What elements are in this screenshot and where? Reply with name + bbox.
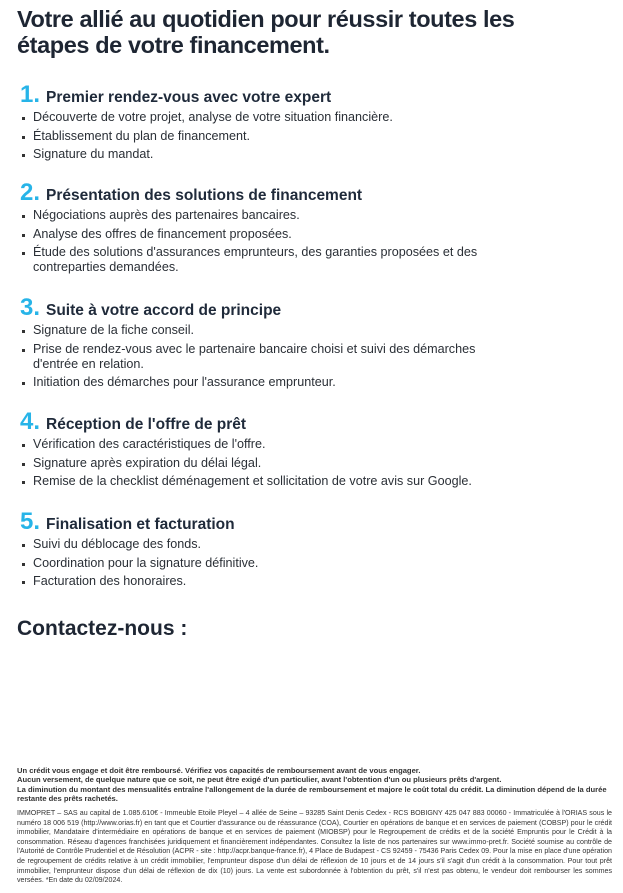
- step-2: [20, 179, 580, 279]
- list-item: Signature après expiration du délai légal.: [20, 456, 503, 471]
- list-item: Initiation des démarches pour l'assurance emprunteur.: [20, 375, 503, 390]
- legal-notice: IMMOPRET – SAS au capital de 1.085.610€ - Immeuble Etoile Pleyel – 4 allée de Seine – 93285 Saint Denis Cedex - RCS BOBIGNY 425 047 883 00060 - Immatriculée à l'ORIAS sous le numéro 18 006 519 (http://www.orias.fr) en tant que et Courtier d'assurance ou de réassurance (COA), Courtier en opérations de banque et en services de paiement (COBSP) pour le crédit immobilier, Mandataire d'intermédiaire en opérations de banque et en services de paiement (MIOBSP) pour le Regroupement de crédits et de la société Empruntis pour le Crédit à la consommation. Réseau d'agences franchisées juridiquement et financièrement indépendantes. Consultez la liste de nos partenaires sur www.immo-pret.fr. Société soumise au contrôle de l'Autorité de Contrôle Prudentiel et de Résolution (ACPR - site : http://acpr.banque-france.fr), 4 Place de Budapest - CS 92459 - 75436 Paris Cedex 09. Pour la mise en place d'une opération de regroupement de crédits relative à un crédit immobilier, l'emprunteur dispose d'un délai de réflexion de 10 jours et de 14 jours s'il s'agit d'un crédit à la consommation. Pour tout prêt immobilier, l'emprunteur dispose d'un délai de réflexion de dix (10) jours. La vente est subordonnée à l'obtention du prêt, s'il n'est pas obtenu, le vendeur doit rembourser les sommes versées. *En date du 02/09/2024.: [17, 809, 612, 885]
- list-item: Établissement du plan de financement.: [20, 129, 503, 144]
- step-number: 2.: [20, 179, 41, 206]
- list-item: Découverte de votre projet, analyse de votre situation financière.: [20, 110, 503, 125]
- list-item: Prise de rendez-vous avec le partenaire bancaire choisi et suivi des démarches d'entrée en relation.: [20, 342, 503, 372]
- step-number: 1.: [20, 81, 41, 108]
- list-item: Coordination pour la signature définitive.: [20, 556, 503, 571]
- list-item: Suivi du déblocage des fonds.: [20, 537, 503, 552]
- warning-text: Aucun versement, de quelque nature que ce soit, ne peut être exigé d'un particulier, avant l'obtention d'un ou plusieurs prêts d'argent.: [17, 775, 502, 785]
- list-item: Étude des solutions d'assurances emprunteurs, des garanties proposées et des contreparties demandées.: [20, 245, 503, 275]
- step-title: Présentation des solutions de financement: [46, 187, 363, 204]
- warning-text: Un crédit vous engage et doit être remboursé. Vérifiez vos capacités de remboursement avant de vous engager.: [17, 766, 421, 775]
- credit-warnings: [17, 766, 612, 804]
- step-number: 3.: [20, 294, 41, 321]
- step-5: [20, 508, 580, 593]
- list-item: Remise de la checklist déménagement et sollicitation de votre avis sur Google.: [20, 474, 573, 489]
- list-item: Facturation des honoraires.: [20, 574, 503, 589]
- step-title: Finalisation et facturation: [46, 516, 235, 533]
- step-number: 5.: [20, 508, 41, 535]
- step-title: Réception de l'offre de prêt: [46, 416, 247, 433]
- step-3: [20, 294, 580, 394]
- page-title: Votre allié au quotidien pour réussir toutes les étapes de votre financement.: [17, 6, 515, 58]
- step-number: 4.: [20, 408, 41, 435]
- step-1: [20, 81, 580, 166]
- list-item: Négociations auprès des partenaires bancaires.: [20, 208, 503, 223]
- contact-heading: Contactez-nous :: [17, 617, 188, 640]
- step-title: Suite à votre accord de principe: [46, 302, 282, 319]
- list-item: Vérification des caractéristiques de l'offre.: [20, 437, 503, 452]
- step-title: Premier rendez-vous avec votre expert: [46, 89, 332, 106]
- list-item: Signature de la fiche conseil.: [20, 323, 503, 338]
- list-item: Signature du mandat.: [20, 147, 503, 162]
- step-4: [20, 408, 580, 493]
- warning-text: La diminution du montant des mensualités entraîne l'allongement de la durée de remboursement et majore le coût total du crédit. La diminution dépend de la durée restante des prêts rachetés.: [17, 784, 607, 804]
- list-item: Analyse des offres de financement proposées.: [20, 227, 503, 242]
